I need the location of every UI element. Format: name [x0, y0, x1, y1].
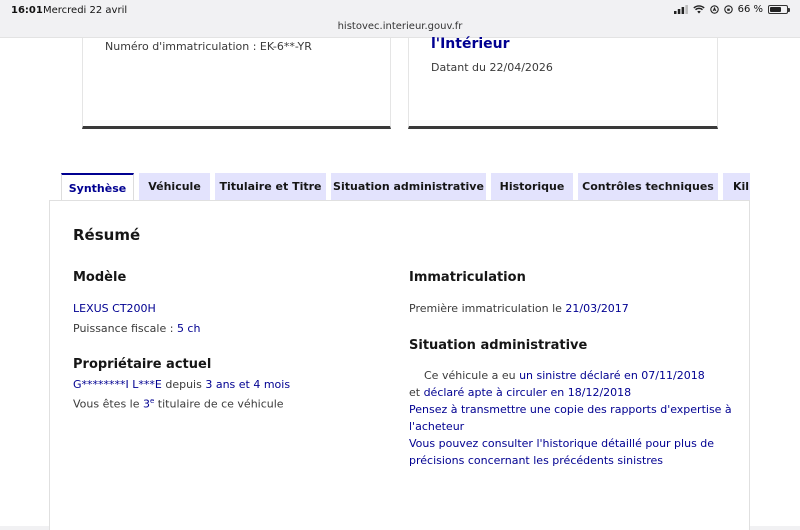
admin-line2 [409, 384, 631, 401]
tab-kilometrage[interactable]: Kil [723, 173, 750, 200]
status-indicators [674, 4, 788, 15]
history-advice-line1: Vous pouvez consulter l'historique détaillé pour plus de [409, 437, 715, 450]
location-icon [710, 5, 719, 14]
owner-rank-number: 3 [143, 397, 150, 411]
fiscal-power-value: 5 ch [176, 322, 201, 335]
admin-heading: Situation administrative [409, 338, 588, 353]
tab-bar [61, 173, 750, 200]
battery-level [770, 7, 781, 12]
orientation-lock-icon [724, 5, 733, 14]
model-name: LEXUS CT200H [73, 302, 156, 315]
tab-titulaire-titre[interactable]: Titulaire et Titre [215, 173, 326, 200]
owner-rank-sup: e [150, 397, 155, 405]
owner-since-label: depuis [161, 378, 206, 391]
url-bar[interactable]: histovec.interieur.gouv.fr [337, 21, 463, 32]
owner-rank-prefix: Vous êtes le [73, 397, 143, 411]
tab-synthese[interactable]: Synthèse [61, 173, 134, 200]
first-registration [409, 300, 629, 317]
owner-rank [73, 393, 284, 413]
expertise-advice-line1: Pensez à transmettre une copie des rapports d'expertise à [409, 403, 732, 416]
signal-icon [674, 5, 688, 14]
first-registration-date: 21/03/2017 [565, 302, 629, 315]
history-advice-line2: précisions concernant les précédents sinistres [409, 454, 664, 467]
battery-icon [768, 5, 788, 14]
page-content [0, 37, 800, 526]
sinistre-link[interactable]: un sinistre déclaré en 07/11/2018 [519, 369, 705, 382]
report-date: Datant du 22/04/2026 [431, 61, 553, 74]
battery-percent: 66 % [737, 4, 763, 15]
wifi-icon [693, 5, 705, 14]
ministry-title: l'Intérieur [431, 36, 510, 52]
owner-heading: Propriétaire actuel [73, 357, 212, 372]
fiscal-power [73, 320, 200, 337]
owner-line [73, 376, 290, 393]
admin-line2-prefix: et [409, 386, 424, 399]
tab-historique[interactable]: Historique [491, 173, 573, 200]
owner-rank-suffix: titulaire de ce véhicule [154, 397, 284, 411]
fiscal-power-label: Puissance fiscale : [73, 322, 177, 335]
admin-line1-prefix: Ce véhicule a eu [424, 369, 520, 382]
synthese-panel [49, 200, 750, 530]
summary-title: Résumé [73, 226, 141, 244]
apte-link[interactable]: déclaré apte à circuler en 18/12/2018 [423, 386, 632, 399]
tab-vehicule[interactable]: Véhicule [139, 173, 210, 200]
model-heading: Modèle [73, 270, 127, 285]
report-card [408, 38, 718, 129]
admin-line1 [424, 367, 705, 384]
expertise-advice-line2: l'acheteur [409, 420, 465, 433]
tab-situation-administrative[interactable]: Situation administrative [331, 173, 486, 200]
registration-heading: Immatriculation [409, 270, 526, 285]
status-date: Mercredi 22 avril [43, 5, 128, 16]
status-time: 16:01 [11, 5, 43, 16]
first-registration-label: Première immatriculation le [409, 302, 566, 315]
owner-name: G********I L***E [73, 378, 162, 391]
tab-controles-techniques[interactable]: Contrôles techniques [578, 173, 718, 200]
plate-number: Numéro d'immatriculation : EK-6**-YR [105, 40, 312, 53]
owner-since-value: 3 ans et 4 mois [205, 378, 291, 391]
plate-card [82, 38, 391, 129]
